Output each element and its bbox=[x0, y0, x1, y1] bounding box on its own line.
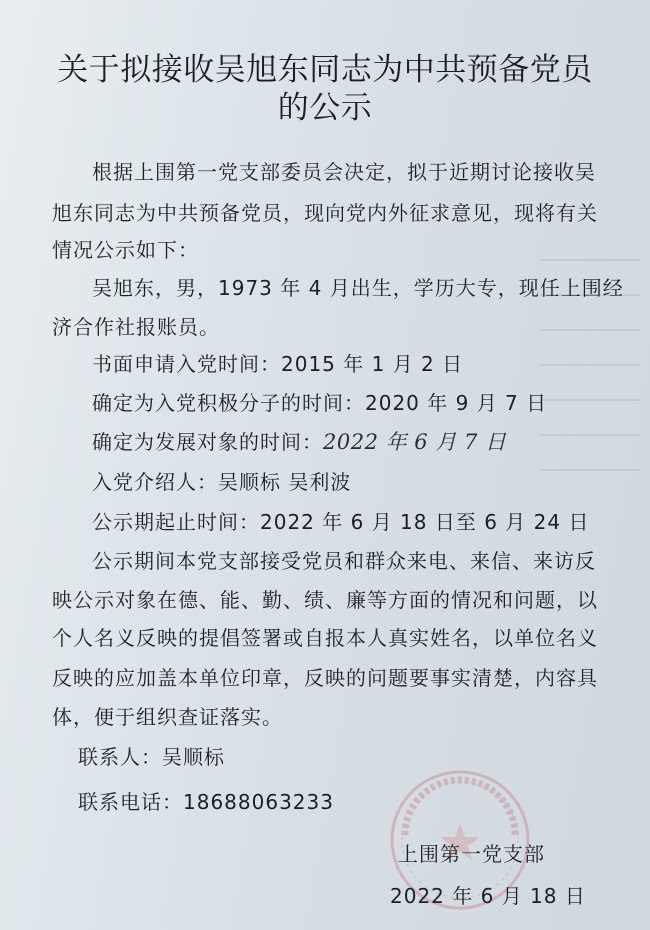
publicity-period: 公示期起止时间：2022 年 6 月 18 日至 6 月 24 日 bbox=[92, 510, 590, 534]
notice-line-3: 个人名义反映的提倡签署或自报本人真实姓名，以单位名义 bbox=[52, 626, 598, 650]
notice-line-1: 公示期间本党支部接受党员和群众来电、来信、来访反 bbox=[92, 549, 596, 573]
notice-line-2: 映公示对象在德、能、勤、绩、廉等方面的情况和问题，以 bbox=[52, 588, 598, 612]
notice-line-5: 体，便于组织查证落实。 bbox=[52, 705, 283, 729]
application-time: 书面申请入党时间：2015 年 1 月 2 日 bbox=[92, 352, 464, 376]
development-time-label: 确定为发展对象的时间： bbox=[92, 430, 323, 454]
development-date-handwritten: 2022 年 6 月 7 日 bbox=[323, 430, 507, 454]
notice-line-4: 反映的应加盖本单位印章，反映的问题要事实清楚，内容具 bbox=[52, 666, 598, 690]
intro-line-3: 情况公示如下： bbox=[52, 238, 199, 262]
contact-person: 联系人：吴顺标 bbox=[78, 745, 225, 769]
contact-phone: 联系电话：18688063233 bbox=[78, 790, 334, 814]
signature-org: 上围第一党支部 bbox=[398, 842, 545, 866]
introducers: 入党介绍人：吴顺标 吴利波 bbox=[92, 470, 352, 494]
signature-date: 2022 年 6 月 18 日 bbox=[390, 884, 586, 908]
intro-line-1: 根据上围第一党支部委员会决定，拟于近期讨论接收吴 bbox=[92, 160, 596, 184]
notice-title-line1: 关于拟接收吴旭东同志为中共预备党员 bbox=[57, 52, 593, 88]
person-line-1: 吴旭东，男，1973 年 4 月出生，学历大专，现任上围经 bbox=[92, 276, 624, 300]
activist-time: 确定为入党积极分子的时间：2020 年 9 月 7 日 bbox=[92, 391, 548, 415]
notice-title-line2: 的公示 bbox=[277, 90, 373, 126]
development-time bbox=[92, 426, 507, 456]
person-line-2: 济合作社报账员。 bbox=[52, 315, 220, 339]
intro-line-2: 旭东同志为中共预备党员，现向党内外征求意见，现将有关 bbox=[52, 201, 598, 225]
